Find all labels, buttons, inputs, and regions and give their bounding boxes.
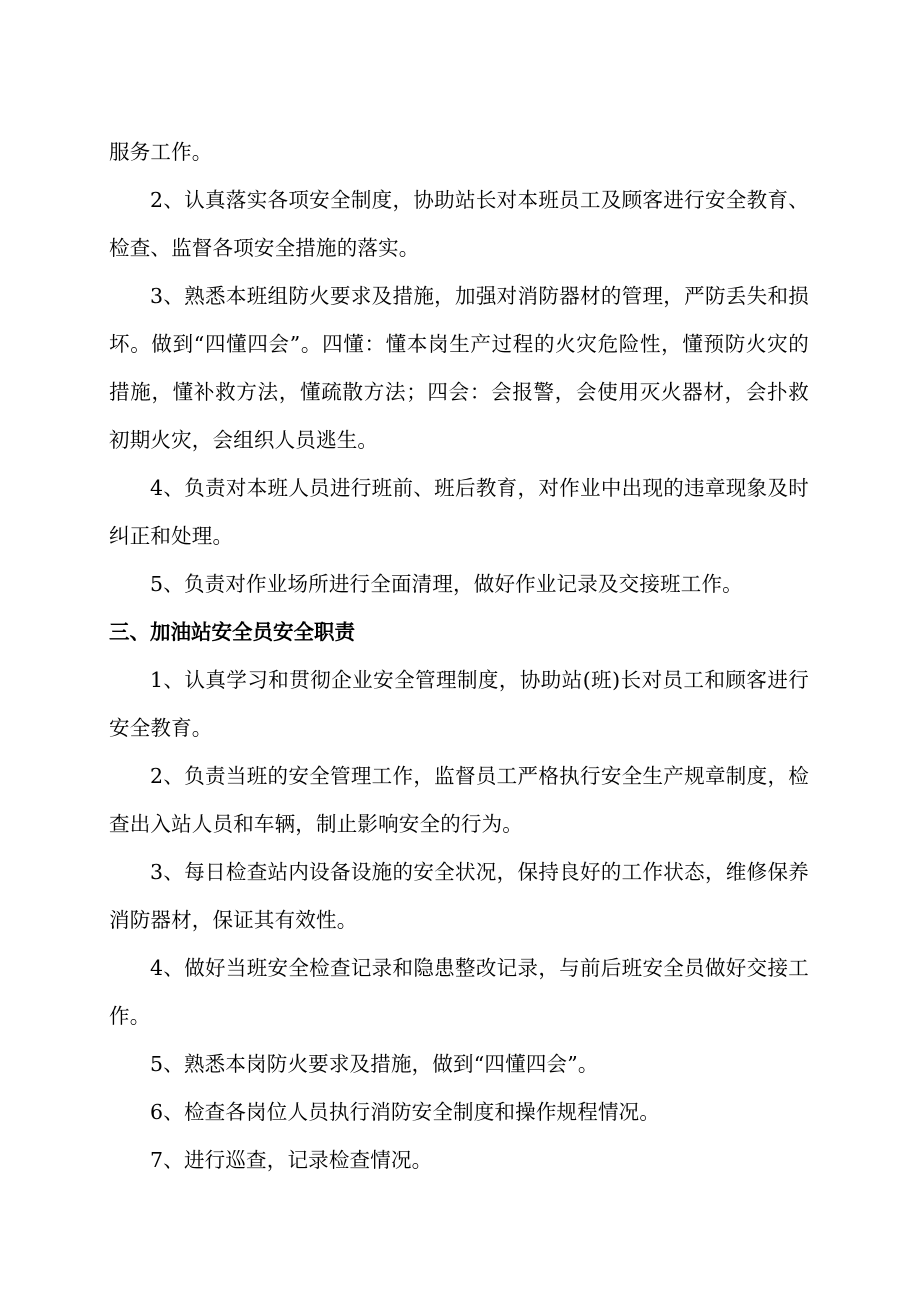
paragraph-safety-item-3: 3、每日检查站内设备设施的安全状况，保持良好的工作状态，维修保养消防器材，保证其有效性。 <box>109 860 809 932</box>
paragraph-safety-item-7: 7、进行巡查，记录检查情况。 <box>150 1148 433 1172</box>
paragraph-continuation: 服务工作。 <box>109 140 213 164</box>
paragraph-item-3: 3、熟悉本班组防火要求及措施，加强对消防器材的管理，严防丢失和损坏。做到“四懂四会”。四懂：懂本岗生产过程的火灾危险性，懂预防火灾的措施，懂补救方法，懂疏散方法；四会：会报警，会使用灭火器材，会扑救初期火灾，会组织人员逃生。 <box>109 284 809 452</box>
paragraph-item-4: 4、负责对本班人员进行班前、班后教育，对作业中出现的违章现象及时纠正和处理。 <box>109 476 809 548</box>
paragraph-safety-item-1: 1、认真学习和贯彻企业安全管理制度，协助站(班)长对员工和顾客进行安全教育。 <box>109 668 809 740</box>
paragraph-safety-item-5: 5、熟悉本岗防火要求及措施，做到“四懂四会”。 <box>150 1052 599 1076</box>
section-heading: 三、加油站安全员安全职责 <box>109 620 355 644</box>
paragraph-safety-item-4: 4、做好当班安全检查记录和隐患整改记录，与前后班安全员做好交接工作。 <box>109 956 809 1028</box>
paragraph-item-5: 5、负责对作业场所进行全面清理，做好作业记录及交接班工作。 <box>150 572 743 596</box>
document-body <box>109 128 809 1184</box>
paragraph-safety-item-2: 2、负责当班的安全管理工作，监督员工严格执行安全生产规章制度，检查出入站人员和车辆，制止影响安全的行为。 <box>109 764 809 836</box>
paragraph-item-2: 2、认真落实各项安全制度，协助站长对本班员工及顾客进行安全教育、检查、监督各项安全措施的落实。 <box>109 188 809 260</box>
paragraph-safety-item-6: 6、检查各岗位人员执行消防安全制度和操作规程情况。 <box>150 1100 661 1124</box>
